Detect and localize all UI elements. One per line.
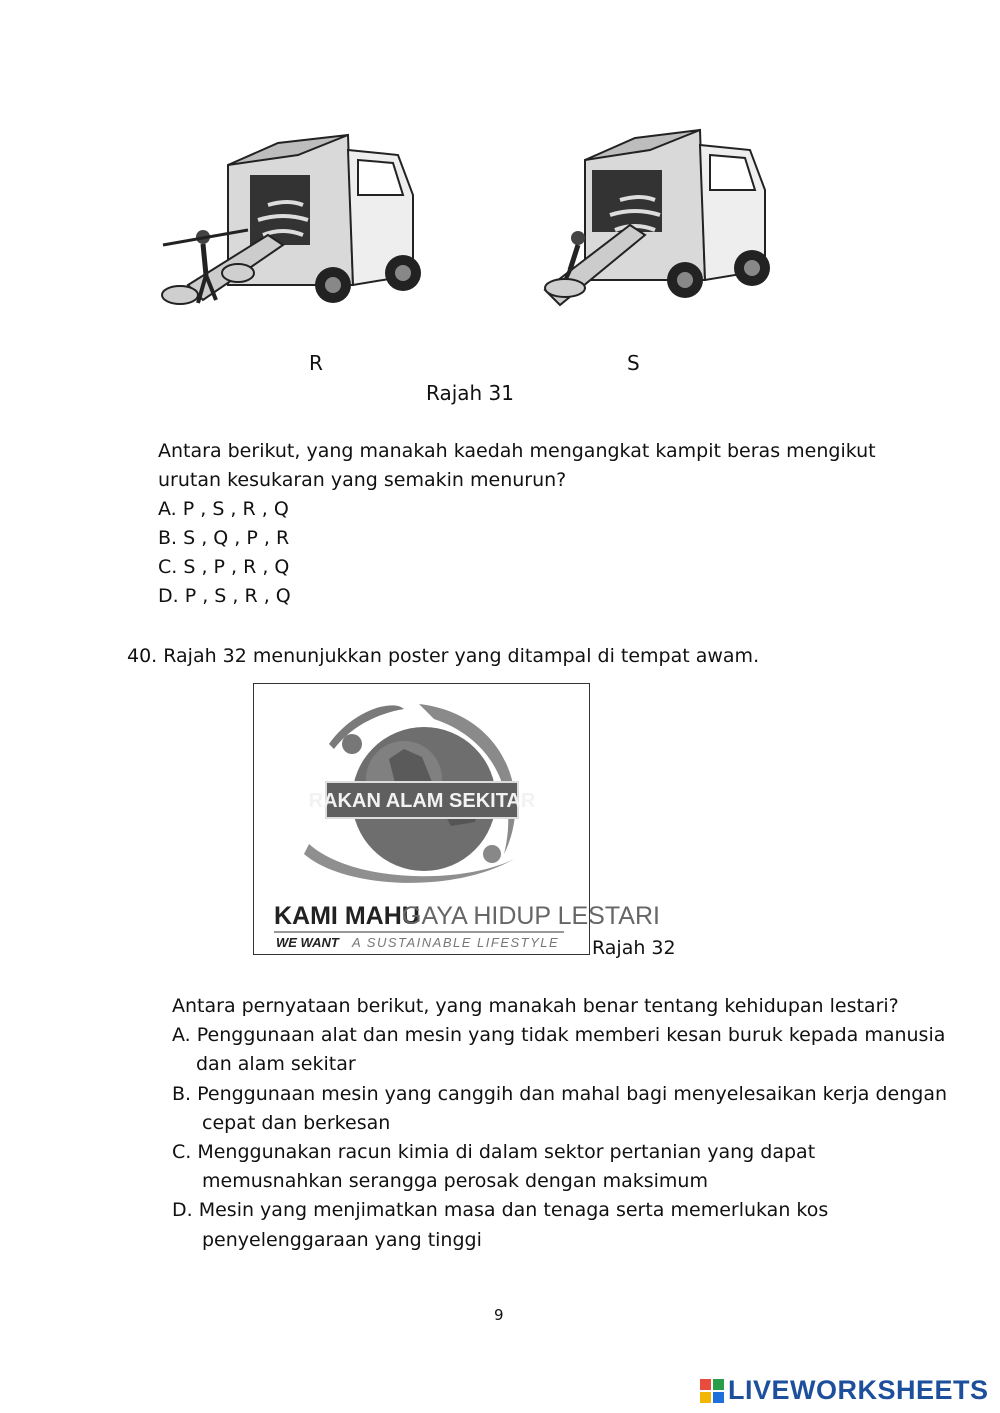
q40-option-b-line2: cepat dan berkesan: [202, 1112, 391, 1134]
liveworksheets-logo-icon: [700, 1379, 724, 1403]
q40-option-a-line2: dan alam sekitar: [196, 1053, 356, 1075]
q40-option-c-line2: memusnahkan serangga perosak dengan maksimum: [202, 1170, 708, 1192]
figure31-label-s: S: [627, 351, 640, 375]
q39-stem-line2: urutan kesukaran yang semakin menurun?: [158, 469, 567, 491]
poster-headline-light: GAYA HIDUP LESTARI: [402, 902, 660, 930]
poster-headline-bold: KAMI MAHU: [274, 902, 420, 930]
liveworksheets-brand: LIVEWORKSHEETS: [728, 1375, 989, 1405]
q39-option-a: A. P , S , R , Q: [158, 498, 289, 520]
figure31-caption: Rajah 31: [426, 381, 515, 405]
q40-option-d-line2: penyelenggaraan yang tinggi: [202, 1229, 482, 1251]
figure32-caption: Rajah 32: [592, 937, 676, 959]
page-number: 9: [494, 1306, 504, 1324]
liveworksheets-logo[interactable]: [700, 1375, 989, 1406]
poster-globe-text: RAKAN ALAM SEKITAR: [308, 790, 536, 812]
truck-illustration-s: [530, 120, 790, 320]
poster-sub-light: A SUSTAINABLE LIFESTYLE: [352, 935, 560, 950]
q40-option-c-line1: C. Menggunakan racun kimia di dalam sektor pertanian yang dapat: [172, 1141, 816, 1163]
q39-option-b: B. S , Q , P , R: [158, 527, 290, 549]
truck-illustration-r: [158, 125, 448, 320]
poster-sub-bold: WE WANT: [276, 935, 339, 950]
q40-option-b-line1: B. Penggunaan mesin yang canggih dan mahal bagi menyelesaikan kerja dengan: [172, 1083, 948, 1105]
q40-stem: Antara pernyataan berikut, yang manakah benar tentang kehidupan lestari?: [172, 995, 899, 1017]
q40-option-a-line1: A. Penggunaan alat dan mesin yang tidak memberi kesan buruk kepada manusia: [172, 1024, 946, 1046]
q40-option-d-line1: D. Mesin yang menjimatkan masa dan tenaga serta memerlukan kos: [172, 1199, 829, 1221]
q39-option-d: D. P , S , R , Q: [158, 585, 291, 607]
figure31-label-r: R: [309, 351, 323, 375]
q39-option-c: C. S , P , R , Q: [158, 556, 290, 578]
q39-stem-line1: Antara berikut, yang manakah kaedah mengangkat kampit beras mengikut: [158, 440, 876, 462]
q40-intro: 40. Rajah 32 menunjukkan poster yang ditampal di tempat awam.: [127, 645, 760, 667]
